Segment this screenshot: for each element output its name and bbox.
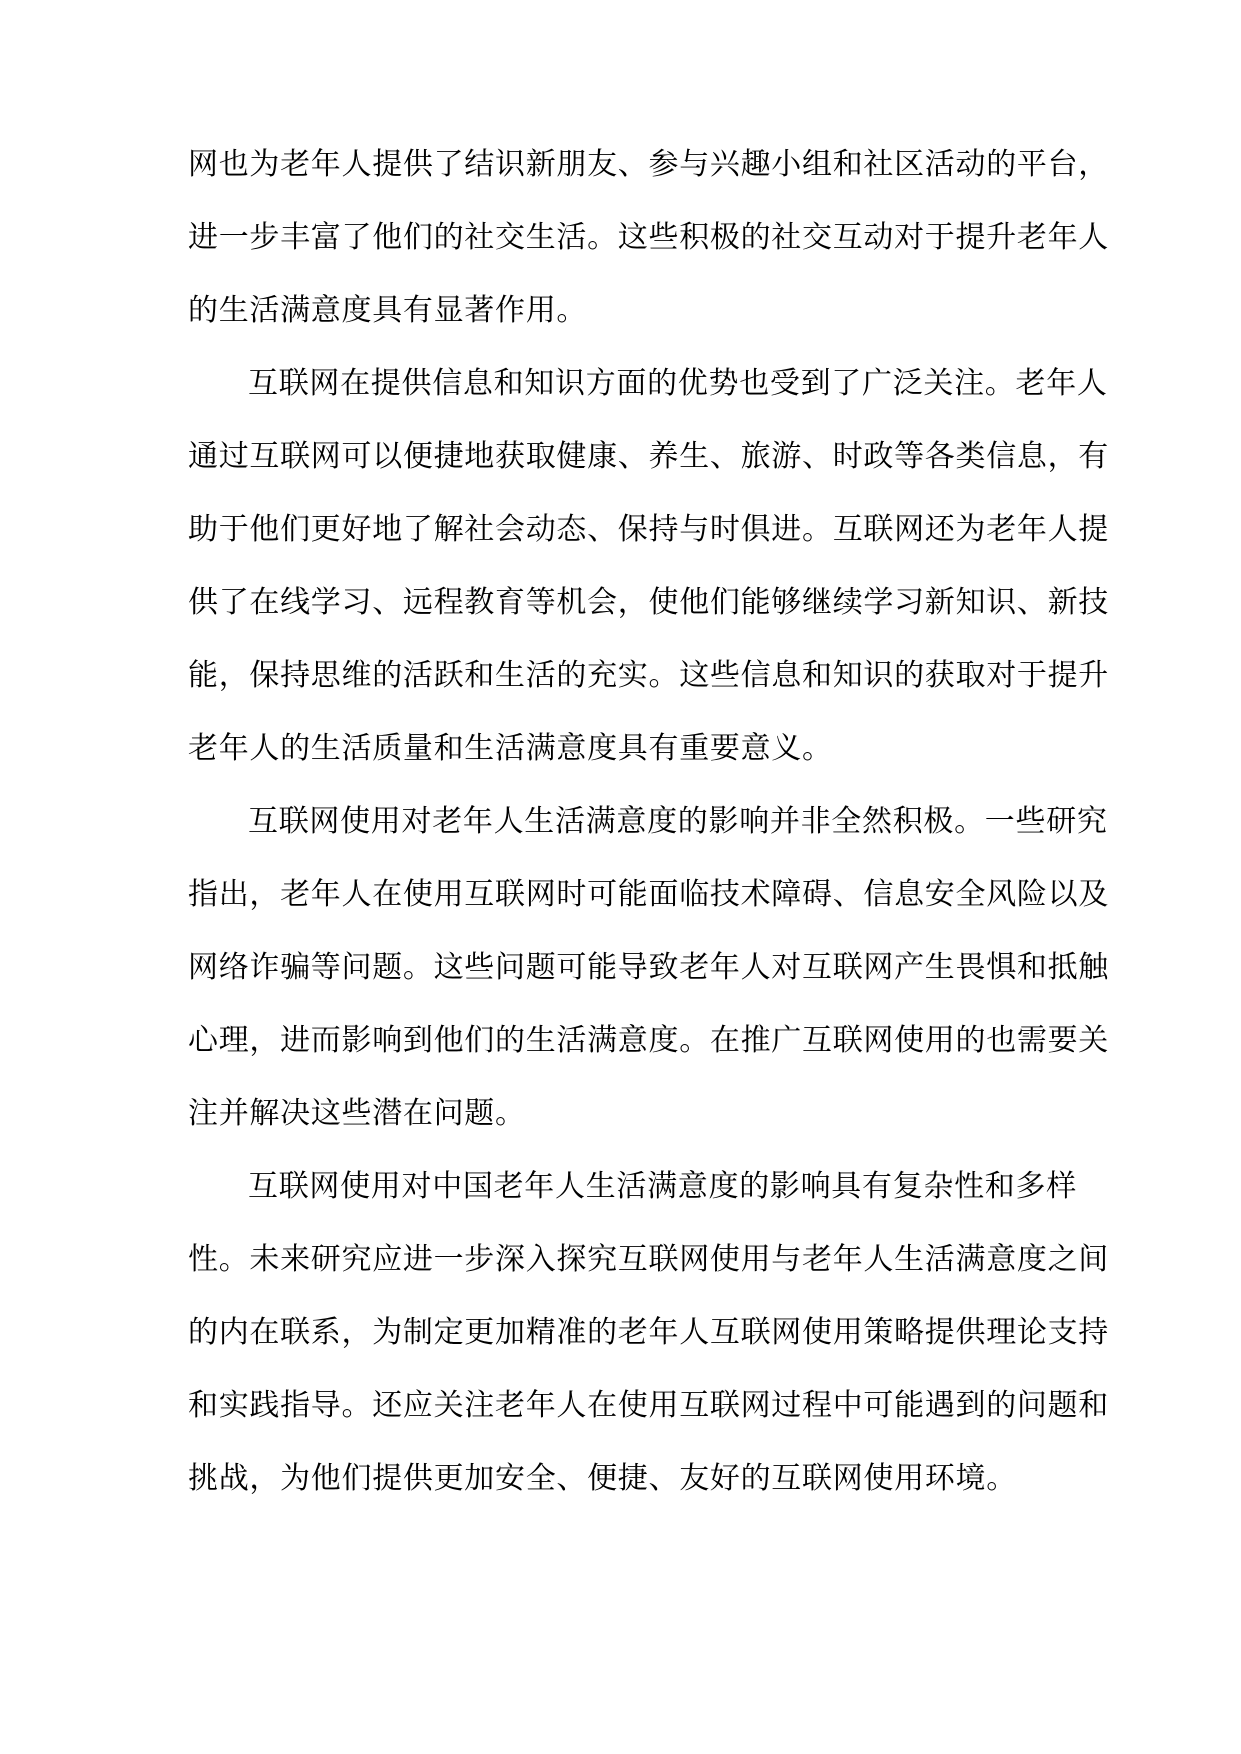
- text-line: 通过互联网可以便捷地获取健康、养生、旅游、时政等各类信息，有: [188, 439, 1109, 474]
- paragraph-information-knowledge: [188, 347, 1109, 785]
- text-line: 网络诈骗等问题。这些问题可能导致老年人对互联网产生畏惧和抵触: [188, 950, 1109, 985]
- text-line: 互联网使用对中国老年人生活满意度的影响具有复杂性和多样: [248, 1169, 1077, 1204]
- text-line: 的生活满意度具有显著作用。: [188, 293, 588, 328]
- text-line: 进一步丰富了他们的社交生活。这些积极的社交互动对于提升老年人: [188, 220, 1109, 255]
- text-line: 互联网在提供信息和知识方面的优势也受到了广泛关注。老年人: [248, 366, 1108, 401]
- text-line: 供了在线学习、远程教育等机会，使他们能够继续学习新知识、新技: [188, 585, 1109, 620]
- body-text: [188, 128, 1109, 1515]
- text-line: 注并解决这些潜在问题。: [188, 1096, 526, 1131]
- paragraph-conclusion: [188, 1150, 1109, 1515]
- text-line: 老年人的生活质量和生活满意度具有重要意义。: [188, 731, 833, 766]
- text-line: 的内在联系，为制定更加精准的老年人互联网使用策略提供理论支持: [188, 1315, 1109, 1350]
- text-line: 性。未来研究应进一步深入探究互联网使用与老年人生活满意度之间: [188, 1242, 1109, 1277]
- text-line: 能，保持思维的活跃和生活的充实。这些信息和知识的获取对于提升: [188, 658, 1109, 693]
- text-line: 挑战，为他们提供更加安全、便捷、友好的互联网使用环境。: [188, 1461, 1017, 1496]
- paragraph-social-life: [188, 128, 1109, 347]
- text-line: 指出，老年人在使用互联网时可能面临技术障碍、信息安全风险以及: [188, 877, 1109, 912]
- text-line: 互联网使用对老年人生活满意度的影响并非全然积极。一些研究: [248, 804, 1108, 839]
- text-line: 助于他们更好地了解社会动态、保持与时俱进。互联网还为老年人提: [188, 512, 1109, 547]
- paragraph-negative-effects: [188, 785, 1109, 1150]
- text-line: 心理，进而影响到他们的生活满意度。在推广互联网使用的也需要关: [188, 1023, 1109, 1058]
- text-line: 网也为老年人提供了结识新朋友、参与兴趣小组和社区活动的平台，: [188, 147, 1109, 182]
- text-line: 和实践指导。还应关注老年人在使用互联网过程中可能遇到的问题和: [188, 1388, 1109, 1423]
